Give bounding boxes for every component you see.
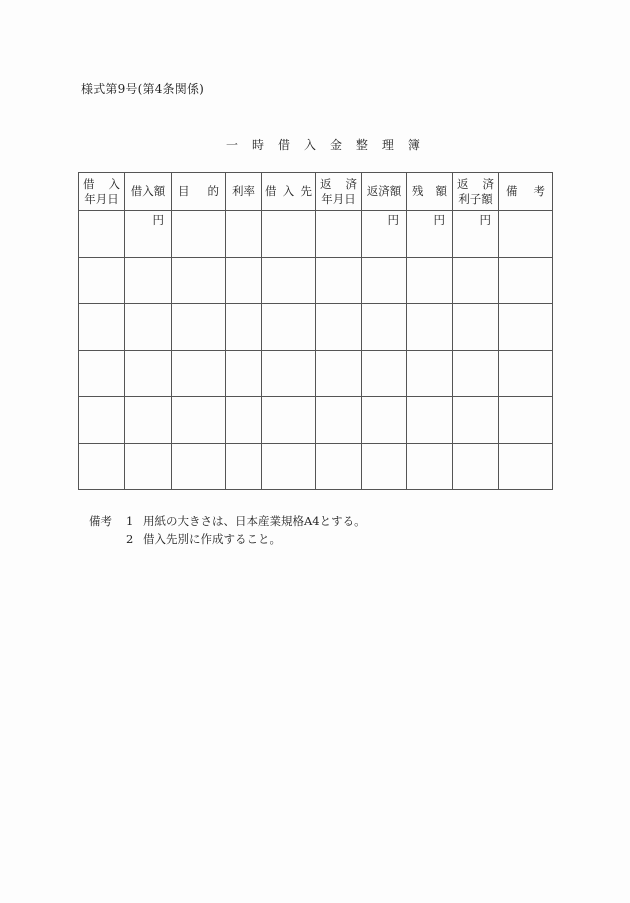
yen-unit: 円 [479,213,491,227]
cell[interactable] [125,350,172,397]
cell[interactable] [226,257,262,304]
title-char: 金 [329,138,342,152]
cell[interactable] [79,257,125,304]
title-char: 借 [277,138,290,152]
title-char: 整 [355,138,368,152]
header-repay-interest: 返 済 利子額 [453,173,499,211]
header-repay-amount: 返済額 [362,173,407,211]
table-row [79,350,553,397]
note-text: 借入先別に作成すること。 [143,532,281,546]
header-borrow-amount: 借入額 [125,173,172,211]
cell[interactable] [407,211,453,258]
cell[interactable] [499,443,553,490]
cell[interactable] [316,304,362,351]
cell[interactable] [262,350,316,397]
cell[interactable] [362,350,407,397]
cell[interactable] [362,211,407,258]
note-number: 1 [126,514,134,528]
loan-ledger-table [78,172,553,490]
cell[interactable] [125,257,172,304]
title-char: 簿 [407,138,420,152]
title-char: 入 [303,138,316,152]
cell[interactable] [453,211,499,258]
cell[interactable] [79,211,125,258]
cell[interactable] [453,257,499,304]
header-borrow-date: 借 入 年月日 [79,173,125,211]
yen-unit: 円 [387,213,399,227]
title-char: 時 [251,138,264,152]
cell[interactable] [316,211,362,258]
title-char: 一 [226,138,239,152]
cell[interactable] [362,443,407,490]
cell[interactable] [262,257,316,304]
header-purpose: 目 的 [172,173,226,211]
cell[interactable] [172,443,226,490]
notes-label: 備考 [89,514,112,528]
cell[interactable] [499,350,553,397]
note-number: 2 [126,532,134,546]
cell[interactable] [407,443,453,490]
cell[interactable] [79,350,125,397]
yen-unit: 円 [152,213,164,227]
cell[interactable] [362,397,407,444]
document-title [200,136,420,153]
cell[interactable] [125,397,172,444]
table-row [79,211,553,258]
cell[interactable] [262,443,316,490]
cell[interactable] [172,211,226,258]
cell[interactable] [453,350,499,397]
cell[interactable] [172,350,226,397]
table-row [79,257,553,304]
cell[interactable] [362,257,407,304]
note-item [89,530,366,548]
cell[interactable] [125,443,172,490]
cell[interactable] [499,257,553,304]
cell[interactable] [79,397,125,444]
cell[interactable] [79,304,125,351]
header-row [79,173,553,211]
cell[interactable] [453,443,499,490]
title-char: 理 [381,138,394,152]
cell[interactable] [125,304,172,351]
cell[interactable] [316,443,362,490]
cell[interactable] [407,304,453,351]
cell[interactable] [262,211,316,258]
form-number: 様式第9号(第4条関係) [81,82,205,96]
header-remarks: 備 考 [499,173,553,211]
cell[interactable] [172,257,226,304]
yen-unit: 円 [433,213,445,227]
cell[interactable] [453,304,499,351]
cell[interactable] [262,304,316,351]
cell[interactable] [453,397,499,444]
cell[interactable] [172,304,226,351]
cell[interactable] [226,304,262,351]
table-row [79,397,553,444]
cell[interactable] [226,350,262,397]
cell[interactable] [499,397,553,444]
cell[interactable] [407,257,453,304]
cell[interactable] [499,211,553,258]
cell[interactable] [499,304,553,351]
header-balance: 残 額 [407,173,453,211]
note-item [89,512,366,530]
cell[interactable] [226,211,262,258]
cell[interactable] [226,397,262,444]
cell[interactable] [316,350,362,397]
cell[interactable] [362,304,407,351]
cell[interactable] [79,443,125,490]
note-text: 用紙の大きさは、日本産業規格A4とする。 [143,514,366,528]
cell[interactable] [262,397,316,444]
cell[interactable] [316,397,362,444]
table-row [79,443,553,490]
header-lender: 借 入 先 [262,173,316,211]
cell[interactable] [407,350,453,397]
header-interest-rate: 利率 [226,173,262,211]
cell[interactable] [125,211,172,258]
cell[interactable] [316,257,362,304]
cell[interactable] [407,397,453,444]
notes-section [89,512,366,548]
cell[interactable] [226,443,262,490]
table-row [79,304,553,351]
cell[interactable] [172,397,226,444]
header-repay-date: 返 済 年月日 [316,173,362,211]
